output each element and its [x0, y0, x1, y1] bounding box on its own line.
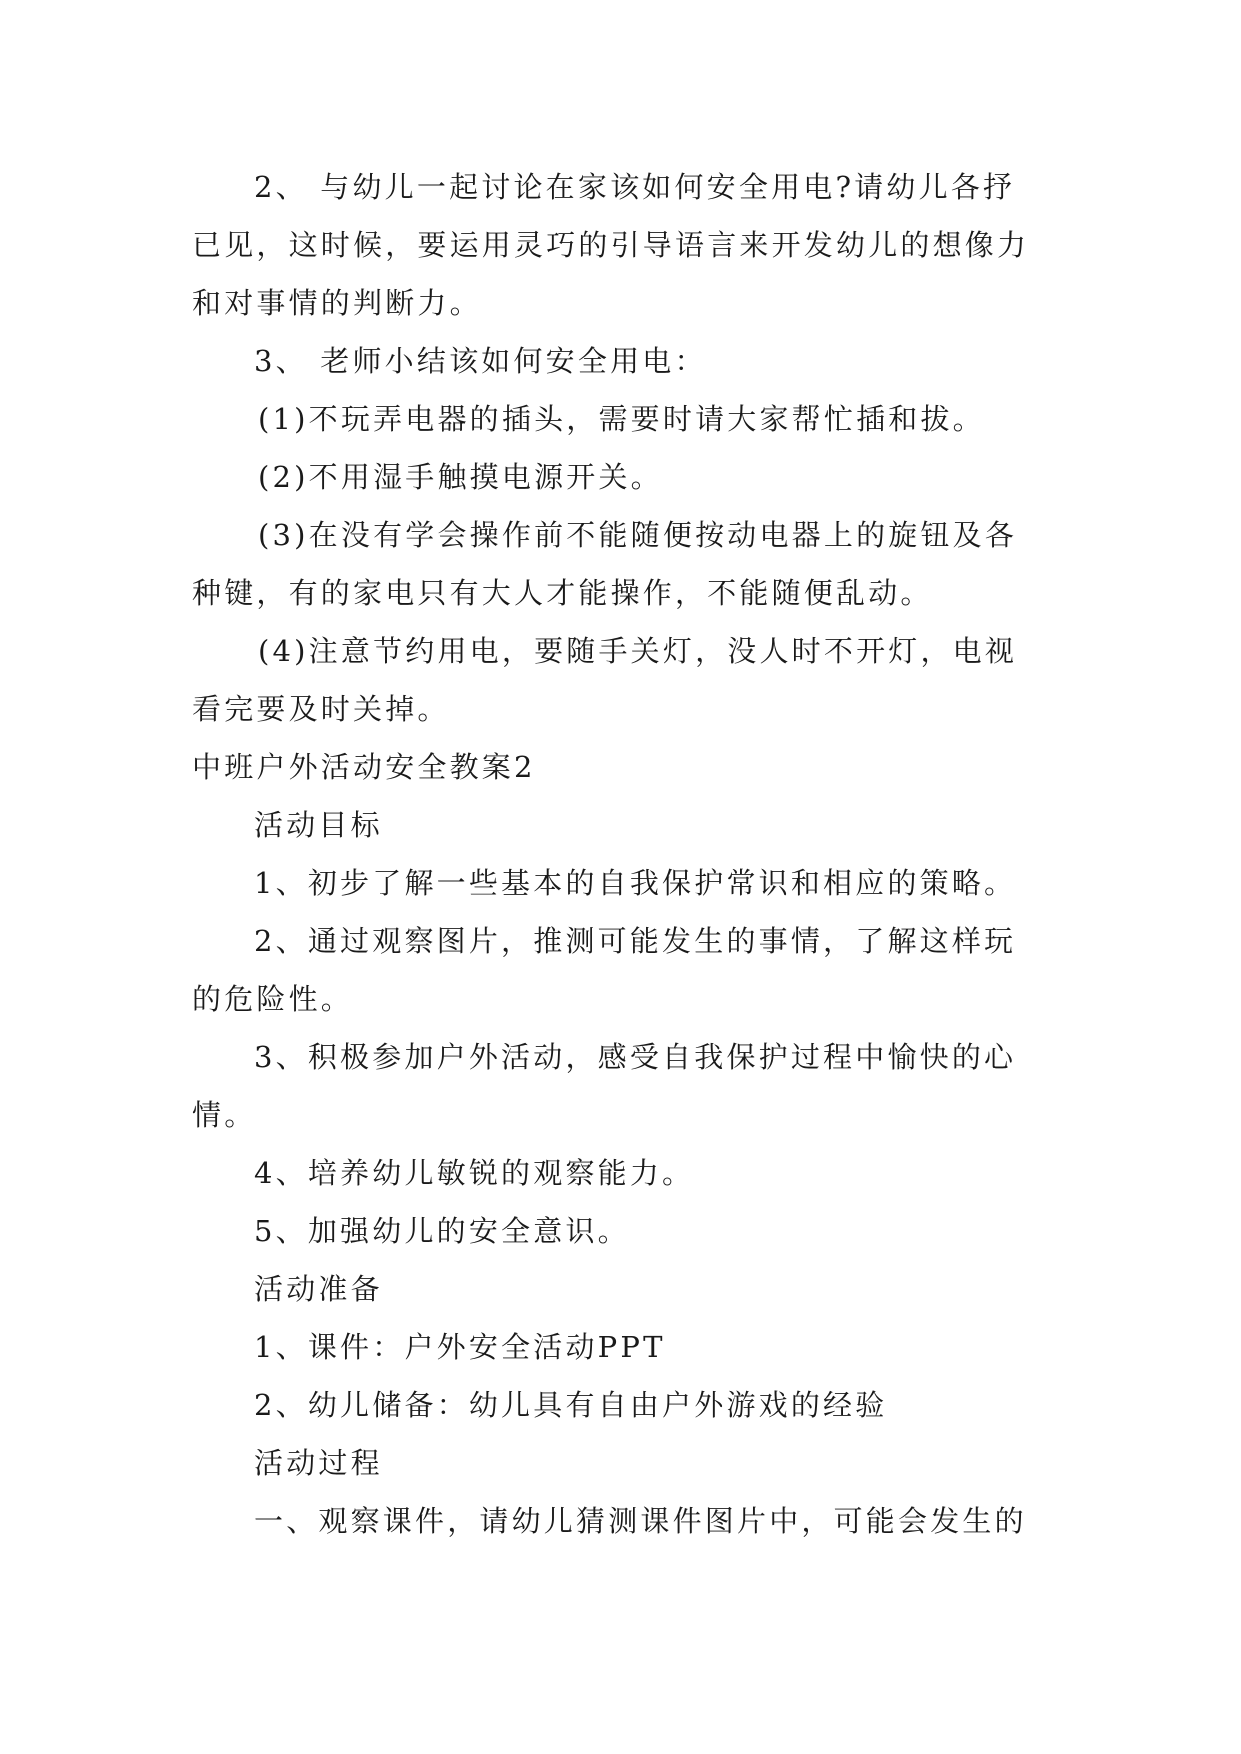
list-item: (2)不用湿手触摸电源开关。 [258, 460, 663, 494]
list-item: (1)不玩弄电器的插头，需要时请大家帮忙插和拔。 [258, 402, 985, 436]
section-title: 中班户外活动安全教案2 [192, 750, 536, 784]
section-heading: 活动准备 [254, 1272, 383, 1306]
list-item: 3、积极参加户外活动，感受自我保护过程中愉快的心 [254, 1040, 1017, 1074]
paragraph-line: 3、 老师小结该如何安全用电： [254, 344, 707, 378]
section-heading: 活动过程 [254, 1446, 383, 1480]
paragraph-line: 的危险性。 [192, 982, 354, 1016]
document-body [192, 158, 1052, 1550]
paragraph-line: 一、观察课件，请幼儿猜测课件图片中，可能会发生的 [254, 1504, 1027, 1538]
paragraph-line: 情。 [192, 1098, 257, 1132]
section-heading: 活动目标 [254, 808, 383, 842]
list-item: 1、课件：户外安全活动PPT [254, 1330, 666, 1364]
list-item: (4)注意节约用电，要随手关灯，没人时不开灯，电视 [258, 634, 1018, 668]
list-item: 2、通过观察图片，推测可能发生的事情，了解这样玩 [254, 924, 1017, 958]
list-item: 2、幼儿储备：幼儿具有自由户外游戏的经验 [254, 1388, 888, 1422]
paragraph-line: 看完要及时关掉。 [192, 692, 450, 726]
paragraph-line: 已见，这时候，要运用灵巧的引导语言来开发幼儿的想像力 [192, 228, 1030, 262]
list-item: 1、初步了解一些基本的自我保护常识和相应的策略。 [254, 866, 1017, 900]
paragraph-line: 和对事情的判断力。 [192, 286, 482, 320]
list-item: 5、加强幼儿的安全意识。 [254, 1214, 630, 1248]
paragraph-line: 种键，有的家电只有大人才能操作，不能随便乱动。 [192, 576, 933, 610]
list-item: 4、培养幼儿敏锐的观察能力。 [254, 1156, 695, 1190]
paragraph-line: 2、 与幼儿一起讨论在家该如何安全用电?请幼儿各抒 [254, 170, 1016, 204]
list-item: (3)在没有学会操作前不能随便按动电器上的旋钮及各 [258, 518, 1018, 552]
